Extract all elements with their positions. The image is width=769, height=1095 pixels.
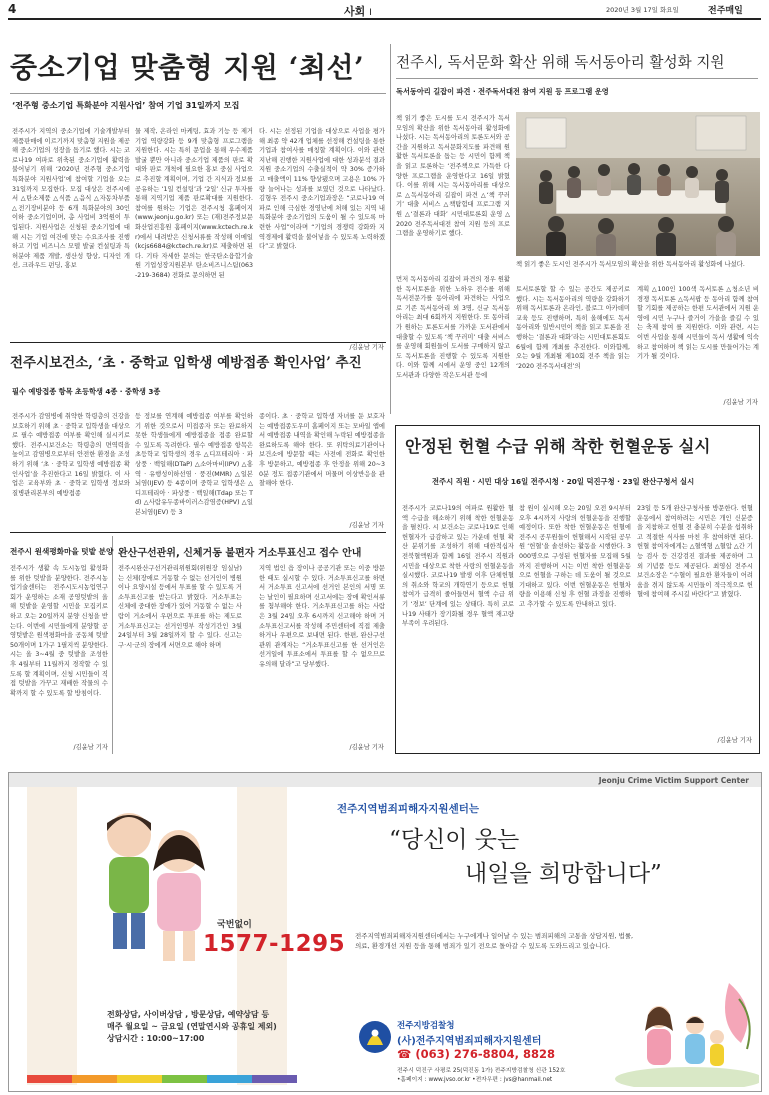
article-column: 등 정보를 연계해 예방접종 여부를 확인하기 위한 것으로서 미접종자 또는 완료하지 못한 학생들에게 예방접종을 접종 완료할 수 있도록 독려한다. 필수 예방접종 항목은 초등학교 입학생의 경우 △디프테리아 · 파상풍 · 백일해(DTaP) △소아마비(IPV) △홍역 · 유행성이하선염 · 풍진(MMR) △일본뇌염(IJEV) 등 4종이며 중학교 입학생은 △디프테리아 · 파상풍 · 백일해(Tdap 또는 Td) △사람유두종바이러스감염증(HPV) △일본뇌염(JEV) 등 3 <box>135 413 253 516</box>
hours-line: 매주 월요일 ~ 금요일 (연말연시와 공휴일 제외) <box>107 1022 277 1031</box>
headline-rule <box>396 78 758 79</box>
byline: /김윤남 기자 <box>349 744 384 751</box>
article-headline: 전주시보건소, ‘초 · 중학교 입학생 예방접종 확인사업’ 추진 <box>10 355 362 371</box>
ad-address: 전주시 덕진구 사평로 25(덕진동 1가) 전주지방검찰청 신관 152호 <box>397 1068 566 1074</box>
article-column: 토서토론할 할 수 있는 공간도 제공키로 했다. 시는 독서동아리의 역량을 강화하기 위해 독서토론과 온라인, 블로그 아카데미 교육 등도 진행하며, 특히 올해에도 독서동아리와 일반시민이 책을 읽고 토론을 진행하는 ‘결론과 대화’라는 시민대토론회도 6월에 함께 개최를 추진한다. 이와함께, 오는 9월 개최될 제10회 전주 책을 읽는 ‘2020 전주독서대전’의 <box>516 286 630 370</box>
ad-slogan-line1: “당신이 웃는 <box>389 827 520 853</box>
article-subhead: 필수 예방접종 항목 초등학생 4종 · 중학생 3종 <box>12 387 161 396</box>
section-title <box>344 3 372 19</box>
ad-service-desc: 전주지역범죄피해자지원센터에서는 누구에게나 일어날 수 있는 범죄피해의 고통을 상담지원, 법률, 의료, 환경개선 지원 등을 통해 범죄가 있기 전으로 돌아갈 수 있도록 도와드리고 있습니다. <box>355 932 634 950</box>
hours-info <box>107 1009 307 1045</box>
article-column: 책 읽기 좋은 도시를 도시 전주시가 독서모임의 확산을 위한 독서동아리 활성화에 나섰다. 시는 독서동아리의 토론도서와 공간을 지원하고 독서문화지도를 파견해 원활한 독서토론을 돕는 등 시민이 함께 책을 읽고 토론하는 ‘전주책으로 가득한 다양한 프로그램을 운영한다고 16일 밝혔다. 이를 위해 시는 독서동아리를 대상으로 △독서동아리 길잡이 파견 △‘책 꾸러기’ 대출 서비스 △책탐험대 프로그램 지원 △‘결론과 대화’ 시민대토론회 운영 △ 2020 전주독서대전 참여 지원 등의 프로그램을 운영하기로 했다. <box>396 115 510 238</box>
hotline-label: 국번없이 <box>217 920 252 930</box>
ad-org-title <box>337 801 479 816</box>
article-headline: 전주시 원색평화마을 텃밭 분양 <box>10 547 114 556</box>
ad-web: •홈페이지 : www.jvso.or.kr •전자우편 : jvs@hanmail.net <box>397 1077 553 1083</box>
ad-phone: ☎ (063) 276-8804, 8828 <box>397 1047 556 1061</box>
ad-center-name: (사)전주지역범죄피해자지원센터 <box>397 1036 542 1047</box>
article-column: 전주시가 생활 속 도시농업 활성화를 위한 텃밭을 분양한다. 전주시농업기술센터는 전주시도시농업연구회가 운영하는 소재 공영텃밭의 올해 텃밭을 운영할 시민을 모집키로 하고 오는 20일까지 분양 신청을 받는다. 이번에 시민들에게 분양할 공영텃밭은 원색평화마을 공동체 텃밭 50개이며 1가구 1필지씩 분양한다. 시는 올 3~4월 중 텃밭을 조성한 후 4월부터 11월까지 경작할 수 있도록 할 계획이며, 신청 시민들이 직접 텃밭을 가꾸고 재배한 작물의 수확까지 할 수 있도록 할 방침이다. <box>10 565 108 697</box>
ad-org-title-text: 전주지역범죄피해자지원센터는 <box>337 803 480 815</box>
ad-prosecution: 전주지방검찰청 <box>397 1021 455 1031</box>
article-headline: 중소기업 맞춤형 지원 ‘최선’ <box>10 51 365 84</box>
article-column: 전주시가 감염병에 취약한 학령층의 건강을 보호하기 위해 초 · 중학교 입학생을 대상으로 필수 예방접종 여부를 확인해 실시키로 했다. 전주시보건소는 학령층의 면역력을 높이고 감염병으로부터 안전한 환경을 조성하기 위해 ‘초 · 중학교 입학생 예방접종 확인사업’을 추진한다고 16일 밝혔다. 이 사업은 교육부와 초 · 중학교 입학생 정보와 질병관리본부의 예방접종 <box>12 413 130 497</box>
issue-date: 2020년 3월 17일 화요일 <box>606 6 679 14</box>
section-name: 사회 <box>344 5 366 18</box>
section-rule <box>10 342 386 343</box>
masthead: 전주매일 <box>708 6 743 16</box>
hours-line: 전화상담, 사이버상담 , 방문상담, 예약상담 등 <box>107 1010 270 1019</box>
column-divider <box>112 536 113 754</box>
article-headline: 안정된 헌혈 수급 위해 착한 헌혈운동 실시 <box>405 437 711 456</box>
hotline-number: 1577-1295 <box>203 931 346 957</box>
article-column: 전주시가 지역의 중소기업에 기술개발부터 제품판매에 이르기까지 맞춤형 지원을 제공해 중소기업의 성장을 돕기로 했다. 시는 코로나19 여파로 위축된 중소기업에 활력을 불어넣기 위해 ‘2020년 전주형 중소기업 특화분야 지원사업’에 참여할 기업을 오는 31일까지 모집한다. 모집 대상은 전주시에서 △탄소제품 △식품 △음식 △자동차부품 △전기장비분야 등 6개 특화분야의 30인 이하 중소기업이며, 총 사업비 3억원이 투입된다. 지원사업은 신청된 중소기업에 대해 시는 기업 여건에 맞는 수요조사를 진행하고 기업 비즈니스 모델 발굴 컨설팅과 특허분야 제품 개발, 생산성 향상, 디자인 개선, 크라우드 펀딩, 홍보 <box>12 128 130 270</box>
page-number: 4 <box>8 2 17 16</box>
header-rule <box>8 18 761 20</box>
center-logo-icon <box>357 1019 393 1055</box>
byline: /김윤남 기자 <box>349 344 384 351</box>
byline: /김윤남 기자 <box>73 744 108 751</box>
ad-header-en: Jeonju Crime Victim Support Center <box>598 776 749 785</box>
hours-line: 상담시간 : 10:00~17:00 <box>107 1034 205 1043</box>
page-header <box>4 0 765 18</box>
article-subhead: 독서동아리 길잡이 파견 · 전주독서대전 참여 지원 등 프로그램 운영 <box>396 87 609 96</box>
article-headline: 완산구선관위, 신체거동 불편자 거소투표신고 접수 안내 <box>118 548 362 559</box>
book-club-photo <box>516 112 760 256</box>
byline: /김윤남 기자 <box>723 399 758 406</box>
section-rule <box>10 532 386 533</box>
byline: /김윤남 기자 <box>717 737 752 744</box>
byline: /김윤남 기자 <box>349 522 384 529</box>
family-illustration <box>609 979 759 1087</box>
article-column: 전주시완산구선거관리위원회(위원장 임실남)는 신체(장애로 거동할 수 없는 선거인이 병원이나 요양시설 등에서 투표를 할 수 있도록 거소투표신고를 받는다고 밝혔다. 거소투표는 신체에 중대한 장애가 있어 거동할 수 없는 사람이 거소에서 우편으로 투표를 하는 제도로 거소투표신고는 선거인명부 작성기간인 3월 24일부터 3월 28일까지 할 수 있다. 신고는 구·시·군의 장에게 서면으로 해야 하며 <box>118 565 242 649</box>
ad-slogan-line2: 내일을 희망합니다” <box>465 861 662 887</box>
article-column: 먼저 독서동아리 길잡이 파견의 경우 원활한 독서토론을 위한 노하우 전수를 위해 독서전문가를 동아리에 파견하는 사업으로 기존 독서동아리 외 3명, 신규 독서동아리는 최대 6회까지 지원한다. 또 동아리가 원하는 토론도서를 가까운 도서관에서 대출할 수 있도록 ‘책 꾸러미’ 대출 서비스를 운영해 회원들이 도서를 구매하지 않고도 독서토론을 진행할 수 있도록 지원한다. 이와 함께 시에서 운영 중인 12개의 도서관과 다양한 작은도서관 등에 <box>396 276 510 379</box>
article-column: 다. 시는 선정된 기업을 대상으로 사업을 평가해 최종 약 42개 업체를 선정해 컨설팅을 통한 기업과 참여사를 매칭할 계획이다. 이와 관련 지난해 진행한 지원사업에 대한 성과분석 결과 지원 중소기업의 수출실적이 약 30% 증가하고 매출액이 11% 향상됐으며 고용은 10% 가량 늘어나는 성과를 보였던 것으로 나타났다. 김형우 전주시 중소기업과장은 “코로나19 여파로 인해 극심한 경영난에 처해 있는 지역 내 특화분야 중소기업의 도움이 될 수 있도록 마련한 사업”이라며 “기업의 경쟁력 강화와 지역경제에 활력을 불어넣을 수 있도록 노력하겠다”고 밝혔다. <box>259 128 385 251</box>
article-column: 23일 등 5개 완산구청사를 방문한다. 헌혈운동에서 참여하려는 시민은 개인 신분증을 지참하고 헌혈 전 충분히 수분을 섭취하고 적절한 식사를 마친 후 참여하면 된다. 헌혈 참여자에게는 △혈액형 △혈압 △간 기능 검사 등 건강검진 결과를 제공하며 그 외 기념품 등도 제공된다. 최영심 전주시 보건소장은 “수혈이 필요한 환자들이 어려움을 겪지 않도록 시민들이 적극적으로 헌혈에 참여해 주시길 바란다”고 밝혔다. <box>637 505 753 599</box>
article-column: 종이다. 초 · 중학교 입학생 자녀를 둔 보호자는 예방접종도우미 홈페이지 또는 모바일 앱에서 예방접종 내역을 확인해 누락된 예방접종을 완료하도록 해야 한다. 또 위탁의료기관이나 보건소에 방문할 때는 사전에 전화로 확인한 후 방문하고, 예방접종 후 안정을 위해 20~30분 정도 접종기관에서 머물며 이상반응을 관찰해야 한다. <box>259 413 385 488</box>
section-mark: I <box>369 8 372 18</box>
article-column: 전주시가 코로나19의 여파로 원활한 혈액 수급을 해소하기 위해 착한 헌혈운동을 펼친다. 시 보건소는 코로나19로 인해 헌혈자가 급감하고 있는 가운데 헌혈 확산 분위기를 조성하기 위해 대한적십자 전북혈액원과 함께 16일 전주시 직원과 시민을 대상으로 착한 사랑의 헌혈운동을 실시했다. 코로나19 발생 이후 단체헌혈의 취소와 학교의 개학연기 등으로 헌혈 참여가 급격히 줄어들면서 혈액 수급 위기 ‘경보’ 단계에 있는 상태다. 특히 코로나19 사태가 장기화될 경우 혈액 재고량부족이 우려된다. <box>402 505 514 628</box>
headline-rule <box>10 93 386 94</box>
victim-support-ad <box>8 772 762 1092</box>
column-divider <box>390 44 391 414</box>
article-subhead: 전주시 직원 · 시민 대상 16일 전주시청 · 20일 덕진구청 · 23일 완산구청서 실시 <box>432 477 695 486</box>
article-column: 참 원이 실시해 오는 20일 오전 9시부터 오후 4시까지 사랑의 헌혈운동을 진행할 예정이다. 또한 착한 헌혈운동은 헌혈에 전주시 공무원들이 헌혈해서 시작된 공무원 ‘헌혈’을 솔선하는 활동을 시행한다. 3000명으로 구성된 헌혈자를 모집해 5월까지 진행하며 시는 이번 착한 헌혈운동으로 헌혈을 구하는 데 도움이 될 것으로 기대하고 있다. 이번 헌혈운동은 헌혈차량을 이용해 신청 후 헌혈 과정을 진행하고 추가할 수 있도록 안내하고 있다. <box>519 505 631 608</box>
article-subhead: ‘전주형 중소기업 특화분야 지원사업’ 참여 기업 31일까지 모집 <box>12 100 240 110</box>
article-headline: 전주시, 독서문화 확산 위해 독서동아리 활성화 지원 <box>396 54 725 71</box>
rainbow-strip <box>27 1075 297 1083</box>
article-column: 물 제작, 온라인 마케팅, 효과 기능 등 제거 기업 역량강화 등 9개 맞춤형 프로그램을 지원한다. 시는 특히 문업을 통해 우수제품 발굴 뿐만 아니라 중소기업 제품의 판로 확대와 판로 개척에 필요한 홍보 중심 사업으로 추진할 계획이며, 기업 간 지식과 정보를 공유하는 ‘1일 컨설팅’과 ‘2일’ 신규 투자를 통해 지역기업 제품 판로확대를 지원한다. 참여를 원하는 기업은 전주시청 홈페이지(www.jeonju.go.kr) 또는 (재)전주정보문화산업진흥원 홈페이지(www.kctech.re.kr)에서 내려받은 신청서류를 작성해 이메일(kcjs6684@kctech.re.kr)로 제출하면 된다. 기타 자세한 문의는 한국탄소융합기술원 기업성장지원본부 탄소비즈니스팀(063-219-3684) 전화로 문의하면 된 <box>135 128 253 279</box>
photo-caption: 책 읽기 좋은 도시인 전주시가 독서모임의 확산을 위한 독서동아리 활성화에 나섰다. <box>516 261 745 268</box>
article-column: 지역 법인 읍 장이나 공공기관 또는 이중 방문한 때도 실시할 수 있다. 거소투표신고를 하면서 거소투표 신고서에 선거인 본인의 서명 또는 날인이 필요하며 신고서에는 장애 확인서류를 첨부해야 한다. 거소투표신고를 하는 사람은 3월 24일 오후 6시까지 신고해야 하며 거소투표신고서를 작성해 주민센터에 직접 제출하거나 우편으로 보내면 된다. 한편, 완산구선관위 관계자는 “거소투표신고를 한 선거인은 선거일에 투표소에서 투표를 할 수 없으므로 유의해 달라”고 당부했다. <box>259 565 385 668</box>
article-column: 계획 △100인 100색 독서토론 △청소년 비경쟁 독서토론 △독서팝 등 동아리 함께 참여할 기회를 제공하는 한편 도서관에서 지원 운영에 시민 누구나 즐거이 가을을 즐길 수 있는 축제 참여 를 지원한다. 이와 관련, 시는 이번 사업을 통해 시민들이 독서 생활에 익숙하고 참여하며 책 읽는 도시를 만들어가는 계기가 될 것이다. <box>637 286 759 361</box>
